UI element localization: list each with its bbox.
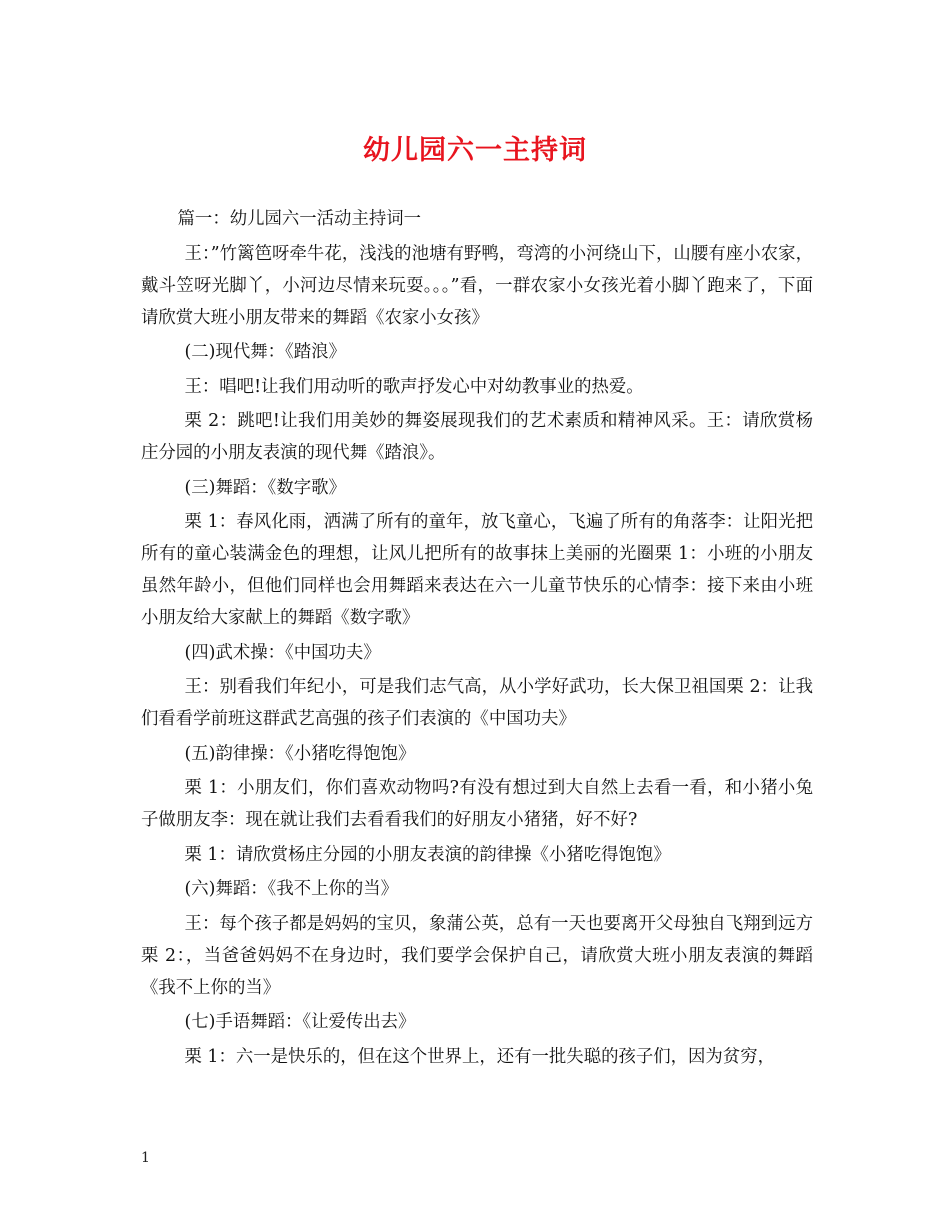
paragraph: 王：每个孩子都是妈妈的宝贝，象蒲公英，总有一天也要离开父母独自飞翔到远方栗 2：，当爸爸妈妈不在身边时，我们要学会保护自己，请欣赏大班小朋友表演的舞蹈《我不上你的当》: [141, 913, 813, 998]
paragraph-section-heading: 篇一：幼儿园六一活动主持词一: [177, 209, 422, 229]
paragraph: 栗 1：六一是快乐的，但在这个世界上，还有一批失聪的孩子们，因为贫穷，: [184, 1046, 775, 1067]
paragraph: 王：别看我们年纪小，可是我们志气高，从小学好武功，长大保卫祖国栗 2：让我们看看学前班这群武艺高强的孩子们表演的《中国功夫》: [141, 677, 813, 729]
paragraph: 栗 2：跳吧!让我们用美妙的舞姿展现我们的艺术素质和精神风采。王：请欣赏杨庄分园的小朋友表演的现代舞《踏浪》。: [141, 411, 813, 463]
paragraph: 王：唱吧!让我们用动听的歌声抒发心中对幼教事业的热爱。: [184, 376, 644, 397]
paragraph: 栗 1：春风化雨，洒满了所有的童年，放飞童心，飞遍了所有的角落李：让阳光把所有的童心装满金色的理想，让风儿把所有的故事抹上美丽的光圈栗 1：小班的小朋友虽然年龄小，但他们同样也会用舞蹈来表达在六一儿童节快乐的心情李：接下来由小班小朋友给大家献上的舞蹈《数字歌》: [141, 512, 813, 628]
document-body: [141, 203, 813, 1075]
paragraph-program-item: (四)武术操：《中国功夫》: [184, 642, 381, 663]
paragraph-program-item: (六)舞蹈：《我不上你的当》: [184, 879, 399, 899]
page-number: 1: [141, 1150, 150, 1166]
paragraph-program-item: (七)手语舞蹈：《让爱传出去》: [184, 1012, 416, 1032]
paragraph: 王：”竹篱笆呀牵牛花，浅浅的池塘有野鸭，弯湾的小河绕山下，山腰有座小农家，戴斗笠呀光脚丫，小河边尽情来玩耍。。。”看，一群农家小女孩光着小脚丫跑来了，下面请欣赏大班小朋友带来的舞蹈《农家小女孩》: [141, 243, 813, 328]
paragraph-program-item: (二)现代舞：《踏浪》: [184, 342, 346, 362]
paragraph: 栗 1：请欣赏杨庄分园的小朋友表演的韵律操《小猪吃得饱饱》: [184, 844, 671, 865]
paragraph-program-item: (三)舞蹈：《数字歌》: [184, 477, 346, 498]
document-title: 幼儿园六一主持词: [363, 135, 587, 166]
paragraph: 栗 1：小朋友们，你们喜欢动物吗?有没有想过到大自然上去看一看，和小猪小兔子做朋友李：现在就让我们去看看我们的好朋友小猪猪，好不好?: [141, 778, 813, 830]
paragraph-program-item: (五)韵律操：《小猪吃得饱饱》: [184, 743, 416, 764]
